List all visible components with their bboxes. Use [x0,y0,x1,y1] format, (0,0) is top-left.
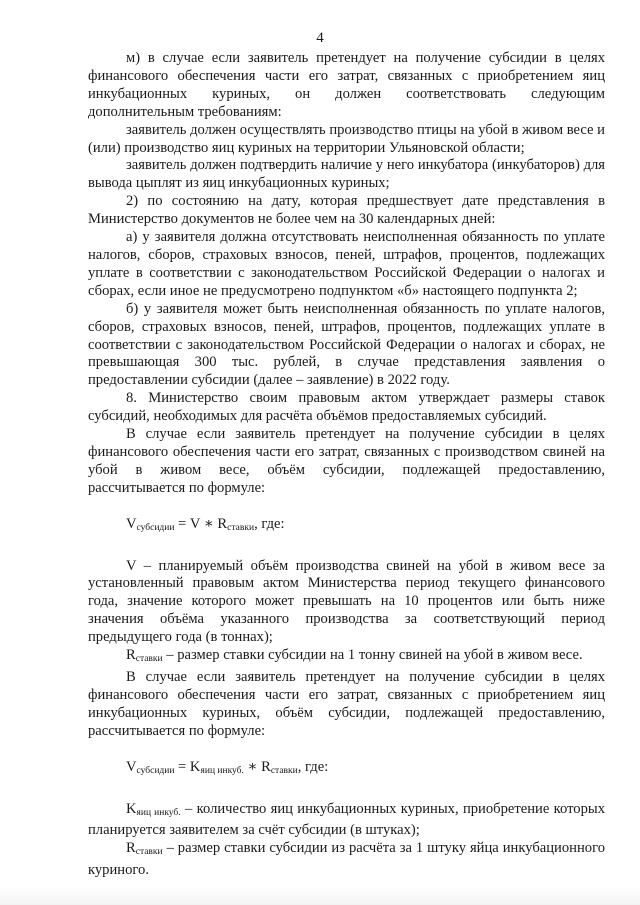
paragraph-pigs-case: В случае если заявитель претендует на получение субсидии в целях финансового обеспечения части его затрат, связанных с производством свиней на убой в живом весе, объём субсидии, подлежащей предоставлению, рассчитывается по формуле: [88,426,605,496]
paragraph-incubator: заявитель должен подтвердить наличие у него инкубатора (инкубаторов) для вывода цыплят из яиц инкубационных куриных; [88,157,605,192]
document-body [88,50,605,880]
paragraph-item-2: 2) по состоянию на дату, которая предшествует дате представления в Министерство документов не более чем на 30 календарных дней: [88,193,605,228]
page-number: 4 [316,30,324,46]
scan-bottom-edge [0,887,640,905]
paragraph-r-definition-eggs: $R_{ставки}$ – размер ставки субсидии из расчёта за 1 штуку яйца инкубационного куриного. [88,840,605,879]
paragraph-item-2b: б) у заявителя может быть неисполненная обязанность по уплате налогов, сборов, страховых взносов, пеней, штрафов, процентов, подлежащих уплате в соответствии с законодательством Российской Федерации о налогах и сборах, не превышающая 300 тыс. рублей, в случае представления заявления о предоставлении субсидии (далее – заявление) в 2022 году. [88,300,605,389]
paragraph-requirements: м) в случае если заявитель претендует на получение субсидии в целях финансового обеспечения части его затрат, связанных с приобретением яиц инкубационных куриных, он должен соответствовать следующим дополнительным требованиям: [88,50,605,120]
paragraph-item-2a: а) у заявителя должна отсутствовать неисполненная обязанность по уплате налогов, сборов, страховых взносов, пеней, штрафов, процентов, подлежащих уплате в соответствии с законодательством Российской Федерации о налогах и сборах, если иное не предусмотрено подпунктом «б» настоящего подпункта 2; [88,229,605,299]
paragraph-item-8: 8. Министерство своим правовым актом утверждает размеры ставок субсидий, необходимых для расчёта объёмов предоставляемых субсидий. [88,390,605,425]
paragraph-k-definition: $K_{яиц инкуб.}$ – количество яиц инкубационных куриных, приобретение которых планируется заявителем за счёт субсидии (в штуках); [88,800,605,839]
paragraph-v-definition: V – планируемый объём производства свиней на убой в живом весе за установленный правовым актом Министерства период текущего финансового года, значение которого может превышать на 10 процентов или быть ниже значения объёма указанного производства за соответствующий период предыдущего года (в тоннах); [88,557,605,646]
paragraph-r-definition-pigs: $R_{ставки}$ – размер ставки субсидии на 1 тонну свиней на убой в живом весе. [126,647,583,665]
paragraph-eggs-case: В случае если заявитель претендует на получение субсидии в целях финансового обеспечения части его затрат, связанных с приобретением яиц инкубационных куриных, объём субсидии, подлежащей предоставлению, рассчитывается по формуле: [88,669,605,739]
formula-pigs: $V_{субсидии} = V$ ∗ $R_{ставки}$, где: [126,515,285,533]
formula-eggs: $V_{субсидии} = K_{яиц инкуб.}$ ∗ $R_{ставки}$, где: [126,758,329,776]
paragraph-production: заявитель должен осуществлять производство птицы на убой в живом весе и (или) производство яиц куриных на территории Ульяновской области; [88,121,605,156]
